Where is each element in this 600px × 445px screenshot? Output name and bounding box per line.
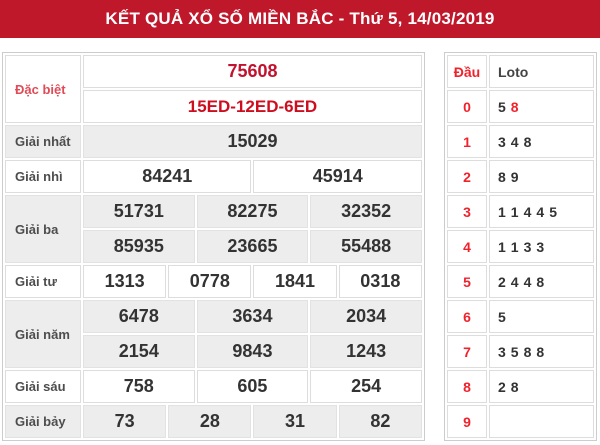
dau-digit: 9 [447, 405, 487, 438]
prize-number: 605 [197, 370, 309, 403]
prize-row [5, 265, 422, 298]
dau-column-header: Đầu [447, 55, 487, 88]
loto-digit: 8 [536, 273, 545, 290]
loto-digit: 4 [536, 203, 545, 220]
prize-label: Giải ba [5, 195, 81, 263]
loto-digit: 8 [498, 168, 506, 185]
loto-digit: 1 [510, 238, 519, 255]
loto-digit: 8 [523, 133, 532, 150]
loto-row [447, 230, 594, 263]
dau-digit: 3 [447, 195, 487, 228]
prize-label: Giải tư [5, 265, 81, 298]
loto-table [444, 52, 597, 441]
loto-digits [489, 230, 594, 263]
prize-number: 28 [168, 405, 251, 438]
loto-row [447, 160, 594, 193]
loto-row [447, 335, 594, 368]
dau-digit: 8 [447, 370, 487, 403]
loto-digit: 8 [510, 378, 519, 395]
prize-number: 2154 [83, 335, 195, 368]
loto-digits [489, 195, 594, 228]
loto-digit: 5 [498, 308, 506, 325]
prize-number: 55488 [310, 230, 422, 263]
prize-label: Giải năm [5, 300, 81, 368]
loto-digit: 4 [523, 273, 532, 290]
prize-row [5, 160, 422, 193]
dau-digit: 1 [447, 125, 487, 158]
loto-digit: 3 [536, 238, 545, 255]
prize-row [5, 195, 422, 228]
loto-digit: 8 [523, 343, 532, 360]
loto-digits [489, 405, 594, 438]
loto-digit: 1 [498, 238, 506, 255]
loto-row [447, 125, 594, 158]
prize-number: 82 [339, 405, 422, 438]
prize-number: 2034 [310, 300, 422, 333]
loto-digit: 5 [510, 343, 519, 360]
prize-number: 0318 [339, 265, 422, 298]
prize-row [5, 300, 422, 333]
dau-digit: 2 [447, 160, 487, 193]
prize-number: 23665 [197, 230, 309, 263]
loto-row [447, 300, 594, 333]
loto-row [447, 405, 594, 438]
prize-row [5, 125, 422, 158]
loto-header-row [447, 55, 594, 88]
loto-digit: 3 [498, 343, 506, 360]
prize-number: 758 [83, 370, 195, 403]
loto-digit: 3 [523, 238, 532, 255]
results-content [0, 52, 600, 441]
dau-digit: 4 [447, 230, 487, 263]
prize-table [2, 52, 425, 441]
loto-digit: 1 [510, 203, 519, 220]
loto-digit: 3 [498, 133, 506, 150]
prize-number: 73 [83, 405, 166, 438]
loto-digits [489, 335, 594, 368]
prize-number: 45914 [253, 160, 422, 193]
dau-digit: 0 [447, 90, 487, 123]
dau-digit: 5 [447, 265, 487, 298]
page-title: KẾT QUẢ XỔ SỐ MIỀN BẮC - Thứ 5, 14/03/2019 [0, 0, 600, 38]
loto-digits [489, 265, 594, 298]
prize-number: 75608 [83, 55, 422, 88]
loto-digit: 5 [549, 203, 557, 220]
loto-digit: 1 [498, 203, 506, 220]
dau-digit: 7 [447, 335, 487, 368]
loto-digit: 4 [523, 203, 532, 220]
loto-digit: 8 [536, 343, 545, 360]
prize-number: 6478 [83, 300, 195, 333]
prize-label: Giải nhất [5, 125, 81, 158]
loto-row [447, 195, 594, 228]
prize-number: 1841 [253, 265, 336, 298]
loto-row [447, 265, 594, 298]
loto-digit: 5 [498, 98, 506, 115]
prize-label: Đặc biệt [5, 55, 81, 123]
prize-number: 31 [253, 405, 336, 438]
loto-row [447, 370, 594, 403]
dau-digit: 6 [447, 300, 487, 333]
loto-row [447, 90, 594, 123]
prize-row [5, 55, 422, 88]
prize-label: Giải nhì [5, 160, 81, 193]
prize-number: 15ED-12ED-6ED [83, 90, 422, 123]
loto-digit: 2 [498, 378, 506, 395]
prize-number: 1313 [83, 265, 166, 298]
prize-number: 3634 [197, 300, 309, 333]
loto-column-header: Loto [489, 55, 594, 88]
prize-number: 32352 [310, 195, 422, 228]
prize-number: 1243 [310, 335, 422, 368]
loto-digit: 2 [498, 273, 506, 290]
prize-number: 15029 [83, 125, 422, 158]
loto-digit: 4 [510, 273, 519, 290]
loto-digits [489, 125, 594, 158]
prize-number: 84241 [83, 160, 251, 193]
prize-label: Giải bảy [5, 405, 81, 438]
loto-digit: 9 [510, 168, 519, 185]
prize-number: 9843 [197, 335, 309, 368]
loto-digits [489, 370, 594, 403]
prize-number: 51731 [83, 195, 195, 228]
loto-digits [489, 90, 594, 123]
loto-digits [489, 300, 594, 333]
prize-number: 0778 [168, 265, 251, 298]
prize-row [5, 370, 422, 403]
loto-digit: 8 [510, 98, 519, 115]
loto-digit: 4 [510, 133, 519, 150]
prize-number: 85935 [83, 230, 195, 263]
prize-number: 254 [310, 370, 422, 403]
prize-label: Giải sáu [5, 370, 81, 403]
prize-row [5, 405, 422, 438]
loto-digits [489, 160, 594, 193]
prize-number: 82275 [197, 195, 309, 228]
